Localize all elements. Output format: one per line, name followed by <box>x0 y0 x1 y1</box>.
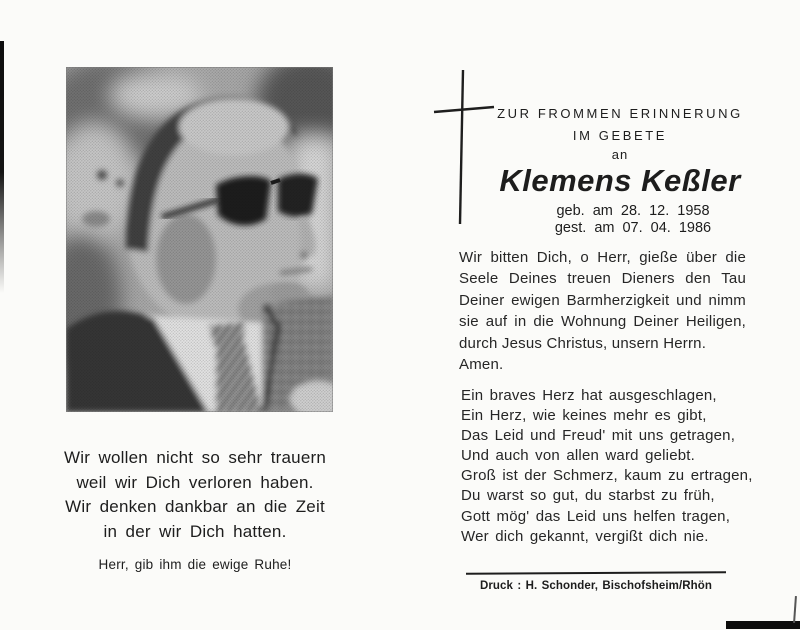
scan-corner-artifact-tick <box>793 596 797 623</box>
header-line-2: IM GEBETE <box>572 128 668 143</box>
prayer-text <box>459 247 746 375</box>
poem-line: Gott mög' das Leid uns helfen tragen, <box>461 507 731 525</box>
footer-divider <box>466 571 726 574</box>
memorial-poem <box>461 386 761 547</box>
verse-line: Wir denken dankbar an die Zeit <box>65 497 325 516</box>
verse-line: Wir wollen nicht so sehr trauern <box>64 448 326 467</box>
mourning-verse <box>28 446 362 544</box>
prayer-line: Wir bitten Dich, o Herr, gieße über die <box>459 249 746 266</box>
verse-line: in der wir Dich hatten. <box>103 521 287 541</box>
scan-corner-artifact-bottom-right <box>726 621 800 629</box>
poem-line: Du warst so gut, du starbst zu früh, <box>461 487 715 505</box>
death-date: gest. am 07. 04. 1986 <box>554 220 712 236</box>
deceased-name: Klemens Keßler <box>499 163 741 198</box>
poem-line: Und auch von allen ward geliebt. <box>461 447 696 465</box>
poem-line: Groß ist der Schmerz, kaum zu ertragen, <box>461 467 753 485</box>
poem-line: Wer dich gekannt, vergißt dich nie. <box>461 527 709 545</box>
poem-line: Ein braves Herz hat ausgeschlagen, <box>461 387 717 404</box>
prayer-line: durch Jesus Christus, unsern Herrn. <box>459 334 707 352</box>
portrait-photo-art <box>66 67 333 412</box>
prayer-line: Seele Deines treuen Dieners den Tau <box>459 270 746 288</box>
poem-line: Das Leid und Freud' mit uns getragen, <box>461 427 736 445</box>
scan-edge-artifact-left <box>0 41 4 293</box>
portrait-photo <box>66 67 333 412</box>
verse-line: weil wir Dich verloren haben. <box>76 472 314 492</box>
poem-line: Ein Herz, wie keines mehr es gibt, <box>461 407 707 425</box>
birth-date: geb. am 28. 12. 1958 <box>556 203 710 219</box>
header-line-1: ZUR FROMMEN ERINNERUNG <box>497 106 743 121</box>
prayer-line: Amen. <box>459 356 504 374</box>
preposition-an: an <box>611 147 629 162</box>
printer-credit: Druck : H. Schonder, Bischofsheim/Rhön <box>479 580 713 592</box>
prayer-line: sie auf in die Wohnung Deiner Heiligen, <box>459 313 746 331</box>
prayer-line: Deiner ewigen Barmherzigkeit und nimm <box>459 291 746 309</box>
closing-prayer-line: Herr, gib ihm die ewige Ruhe! <box>98 557 292 572</box>
